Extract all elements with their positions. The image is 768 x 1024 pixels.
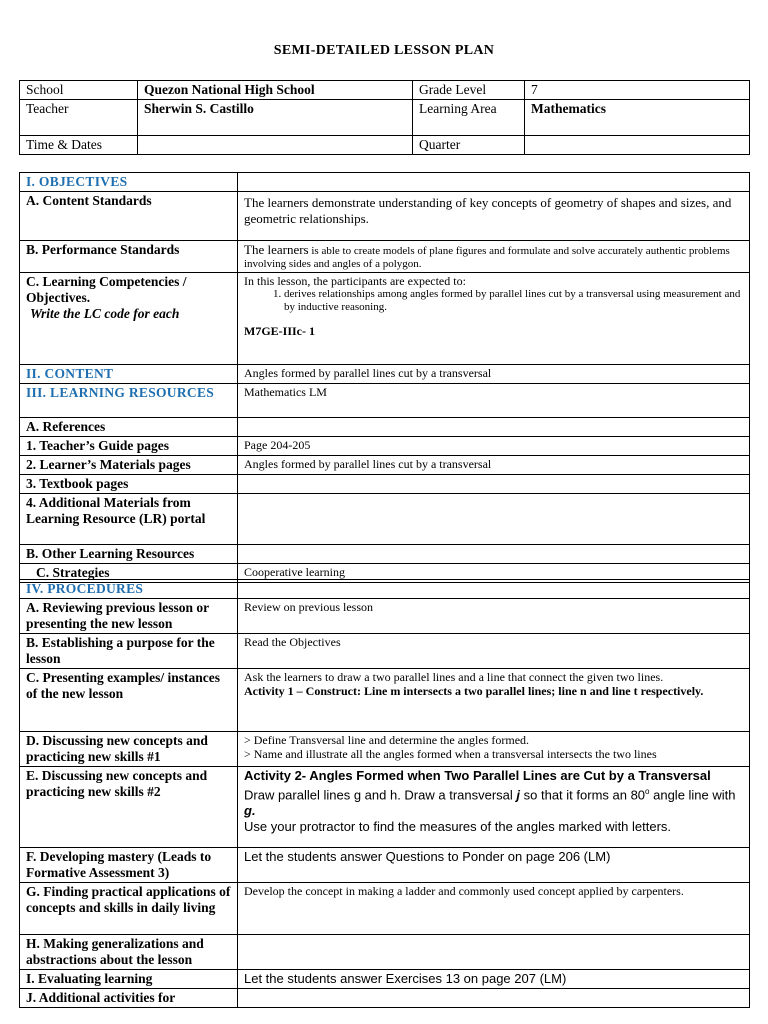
resources-heading-value: Mathematics LM	[238, 384, 750, 418]
quarter-label: Quarter	[413, 136, 525, 155]
competencies-note: Write the LC code for each	[30, 306, 180, 321]
procedure-f-value: Let the students answer Questions to Ponder on page 206 (LM)	[238, 848, 750, 883]
area-value: Mathematics	[525, 100, 750, 136]
procedure-h-label: H. Making generalizations and abstractions about the lesson	[20, 935, 238, 970]
content-standards-value: The learners demonstrate understanding of key concepts of geometry of shapes and sizes, and geometric relationships.	[238, 192, 750, 241]
procedure-c-label: C. Presenting examples/ instances of the new lesson	[20, 669, 238, 732]
procedure-g-value: Develop the concept in making a ladder and commonly used concept applied by carpenters.	[238, 883, 750, 935]
competencies-label: C. Learning Competencies / Objectives.	[26, 274, 187, 305]
strategies-label: C. Strategies	[20, 564, 238, 583]
procedures-heading: IV. PROCEDURES	[20, 580, 238, 599]
content-value: Angles formed by parallel lines cut by a transversal	[238, 365, 750, 384]
performance-standards-value: is able to create models of plane figures and formulate and solve accurately authentic problems involving sides and angles of a polygon.	[244, 245, 730, 270]
competencies-cell	[20, 273, 238, 365]
procedures-table	[19, 579, 750, 1008]
area-label: Learning Area	[413, 100, 525, 136]
learners-materials-value: Angles formed by parallel lines cut by a transversal	[238, 456, 750, 475]
lc-code: M7GE-IIIc- 1	[244, 324, 315, 338]
procedure-c-value: Ask the learners to draw a two parallel lines and a line that connect the given two lines.	[244, 670, 664, 684]
procedure-e-text-1: Draw parallel lines g and h. Draw a transversal	[244, 787, 517, 803]
school-label: School	[20, 81, 138, 100]
procedure-i-value: Let the students answer Exercises 13 on page 207 (LM)	[238, 970, 750, 989]
procedure-a-value: Review on previous lesson	[238, 599, 750, 634]
teacher-value: Sherwin S. Castillo	[138, 100, 413, 136]
time-value	[138, 136, 413, 155]
competencies-value	[238, 273, 750, 365]
header-table	[19, 80, 750, 155]
procedure-d-value-1: > Define Transversal line and determine the angles formed.	[244, 733, 530, 747]
procedure-e-text-2: so that it forms an 80	[520, 787, 646, 803]
teacher-label: Teacher	[20, 100, 138, 136]
performance-standards-label: B. Performance Standards	[20, 241, 238, 273]
procedure-d-value-2: > Name and illustrate all the angles formed when a transversal intersects the two lines	[244, 747, 657, 761]
resources-heading: III. LEARNING RESOURCES	[20, 384, 238, 418]
quarter-value	[525, 136, 750, 155]
procedure-e-label: E. Discussing new concepts and practicing new skills #2	[20, 767, 238, 848]
procedure-e-cell	[238, 767, 750, 848]
procedure-e-text-3: angle line with	[649, 787, 736, 803]
procedure-e-instructions	[244, 784, 743, 819]
content-standards-label: A. Content Standards	[20, 192, 238, 241]
procedure-j-label: J. Additional activities for	[20, 989, 238, 1008]
procedure-b-label: B. Establishing a purpose for the lesson	[20, 634, 238, 669]
teachers-guide-label: 1. Teacher’s Guide pages	[20, 437, 238, 456]
content-heading: II. CONTENT	[20, 365, 238, 384]
objectives-heading: I. OBJECTIVES	[20, 173, 238, 192]
school-value: Quezon National High School	[138, 81, 413, 100]
page-title: SEMI-DETAILED LESSON PLAN	[273, 43, 495, 58]
procedure-c-cell	[238, 669, 750, 732]
competencies-intro: In this lesson, the participants are expected to:	[244, 274, 466, 288]
procedure-a-label: A. Reviewing previous lesson or presenting the new lesson	[20, 599, 238, 634]
procedure-e-activity: Activity 2- Angles Formed when Two Parallel Lines are Cut by a Transversal	[244, 768, 711, 783]
references-label: A. References	[20, 418, 238, 437]
procedure-e-var-g: g.	[244, 803, 256, 819]
procedure-i-label: I. Evaluating learning	[20, 970, 238, 989]
grade-value: 7	[525, 81, 750, 100]
textbook-label: 3. Textbook pages	[20, 475, 238, 494]
performance-lead: The learners	[244, 242, 309, 257]
grade-label: Grade Level	[413, 81, 525, 100]
strategies-value: Cooperative learning	[238, 564, 750, 583]
additional-materials-label: 4. Additional Materials from Learning Resource (LR) portal	[20, 494, 238, 545]
competencies-item: 1. derives relationships among angles formed by parallel lines cut by a transversal using measurement and by inductive reasoning.	[284, 288, 743, 314]
performance-standards-cell	[238, 241, 750, 273]
procedure-c-activity: Activity 1 – Construct: Line m intersects a two parallel lines; line n and line t respectively.	[244, 684, 704, 698]
procedure-g-label: G. Finding practical applications of concepts and skills in daily living	[20, 883, 238, 935]
procedure-f-label: F. Developing mastery (Leads to Formative Assessment 3)	[20, 848, 238, 883]
procedure-d-label: D. Discussing new concepts and practicing new skills #1	[20, 732, 238, 767]
procedure-e-degree: o	[645, 787, 650, 796]
procedure-e-text-4: Use your protractor to find the measures of the angles marked with letters.	[244, 819, 672, 835]
learners-materials-label: 2. Learner’s Materials pages	[20, 456, 238, 475]
objectives-table	[19, 172, 750, 583]
procedure-b-value: Read the Objectives	[238, 634, 750, 669]
teachers-guide-value: Page 204-205	[238, 437, 750, 456]
procedure-e-var-j: j	[516, 787, 521, 803]
procedure-d-cell	[238, 732, 750, 767]
other-resources-label: B. Other Learning Resources	[20, 545, 238, 564]
time-label: Time & Dates	[20, 136, 138, 155]
